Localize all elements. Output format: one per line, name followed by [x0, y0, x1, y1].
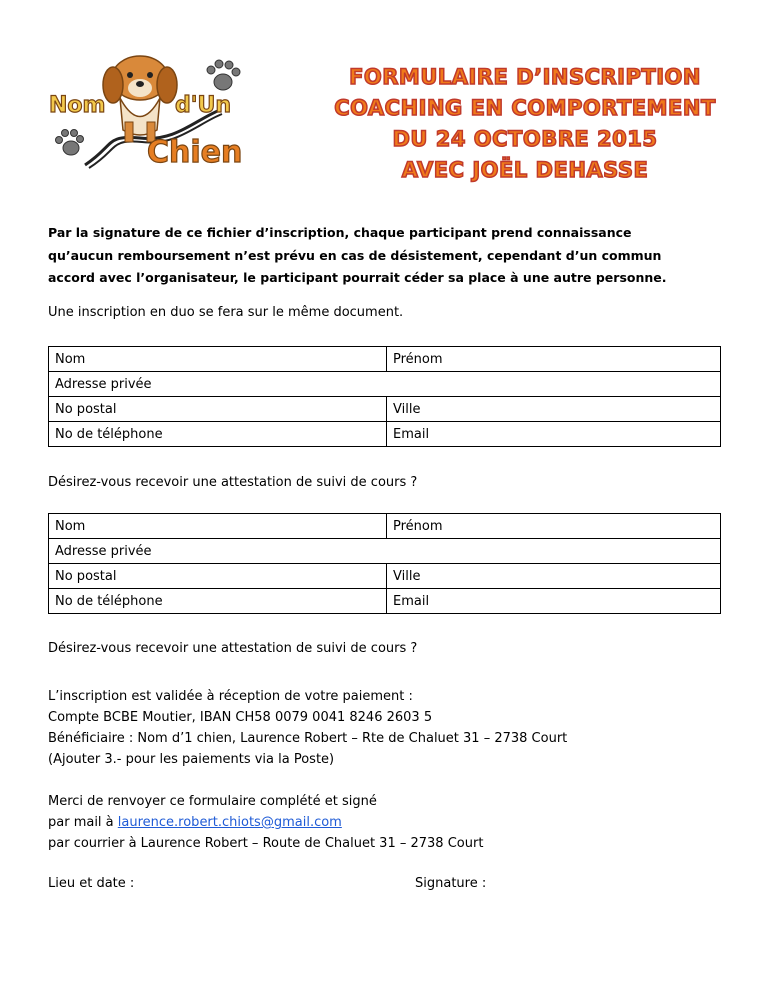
email-field[interactable]: Email: [387, 589, 721, 614]
lieu-date-label: Lieu et date :: [48, 876, 135, 891]
return-line: par courrier à Laurence Robert – Route de Chaluet 31 – 2738 Court: [48, 836, 484, 851]
title-line: DU 24 OCTOBRE 2015: [392, 127, 658, 151]
signature-label: Signature :: [415, 876, 487, 891]
ville-field[interactable]: Ville: [387, 564, 721, 589]
duo-note: Une inscription en duo se fera sur le même document.: [48, 305, 404, 320]
logo-text-chien: Chien: [147, 135, 243, 170]
participant-2-form: [48, 513, 721, 614]
ville-field[interactable]: Ville: [387, 397, 721, 422]
return-line: Merci de renvoyer ce formulaire complété et signé: [48, 794, 377, 809]
payment-info: [48, 686, 567, 770]
payment-line: L’inscription est validée à réception de votre paiement :: [48, 689, 413, 704]
payment-line: Compte BCBE Moutier, IBAN CH58 0079 0041 8246 2603 5: [48, 710, 433, 725]
page-title: [300, 62, 750, 186]
attestation-question: Désirez-vous recevoir une attestation de suivi de cours ?: [48, 641, 418, 656]
mail-prefix: par mail à: [48, 815, 118, 830]
intro-paragraph: [48, 222, 728, 290]
title-line: COACHING EN COMPORTEMENT: [334, 96, 716, 120]
telephone-field[interactable]: No de téléphone: [49, 422, 387, 447]
prenom-field[interactable]: Prénom: [387, 347, 721, 372]
participant-1-form: [48, 346, 721, 447]
email-link[interactable]: laurence.robert.chiots@gmail.com: [117, 815, 342, 830]
intro-line: Par la signature de ce fichier d’inscription, chaque participant prend connaissance: [48, 225, 632, 240]
postal-field[interactable]: No postal: [49, 397, 387, 422]
payment-line: Bénéficiaire : Nom d’1 chien, Laurence Robert – Rte de Chaluet 31 – 2738 Court: [48, 731, 568, 746]
attestation-question: Désirez-vous recevoir une attestation de suivi de cours ?: [48, 475, 418, 490]
nom-field[interactable]: Nom: [49, 514, 387, 539]
title-line: AVEC JOËL DEHASSE: [401, 158, 649, 182]
adresse-field[interactable]: Adresse privée: [49, 539, 721, 564]
prenom-field[interactable]: Prénom: [387, 514, 721, 539]
dog-logo-icon: [45, 50, 275, 180]
title-line: FORMULAIRE D’INSCRIPTION: [349, 65, 701, 89]
nom-field[interactable]: Nom: [49, 347, 387, 372]
intro-line: qu’aucun remboursement n’est prévu en cas de désistement, cependant d’un commun: [48, 247, 662, 263]
intro-line: accord avec l’organisateur, le participant pourrait céder sa place à une autre personne.: [48, 270, 667, 285]
return-info: [48, 791, 483, 854]
logo-text-dun: d'Un: [175, 93, 232, 118]
email-field[interactable]: Email: [387, 422, 721, 447]
logo: [45, 50, 275, 180]
postal-field[interactable]: No postal: [49, 564, 387, 589]
telephone-field[interactable]: No de téléphone: [49, 589, 387, 614]
return-line: [48, 812, 483, 833]
adresse-field[interactable]: Adresse privée: [49, 372, 721, 397]
payment-line: (Ajouter 3.- pour les paiements via la Poste): [48, 752, 335, 767]
logo-text-nom: Nom: [49, 93, 106, 118]
